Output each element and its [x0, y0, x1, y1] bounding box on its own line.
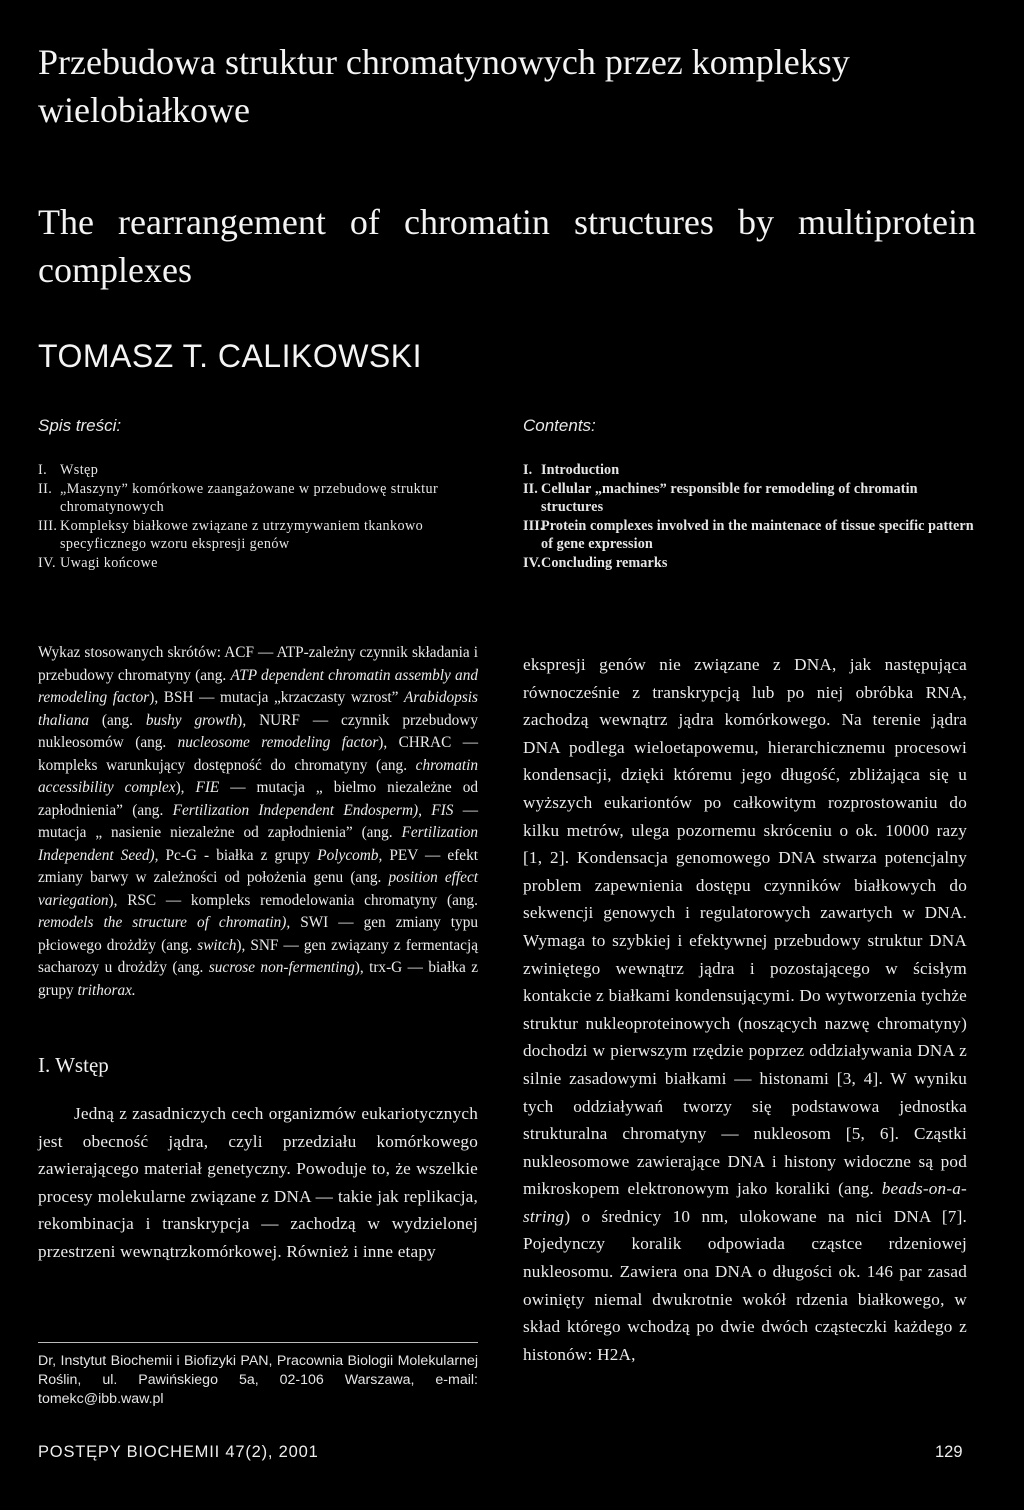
abbrev-italic: Arabidopsis thaliana — [38, 689, 478, 729]
toc-list-english — [523, 461, 975, 572]
abbrev-italic: nucleosome remodeling factor — [177, 734, 379, 751]
body-text: ) o średnicy 10 nm, ulokowane na nici DNA [7]. Pojedynczy koralik odpowiada cząstce rdzeniowej nukleosomu. Zawiera ona DNA o długości ok. 146 par zasad owinięty niemal dwukrotnie wokół rdzenia białkowego, w skład którego wchodzą po dwie dwóch cząsteczki każdego z histonów: H2A, — [523, 1206, 967, 1364]
abbrev-italic: switch — [197, 936, 237, 954]
toc-item — [523, 554, 975, 573]
toc-item-number: IV. — [523, 554, 541, 571]
toc-item-number: III. — [38, 517, 58, 534]
toc-list-polish — [38, 461, 478, 572]
abbrev-text: ), trx-G — białka z grupy — [38, 959, 478, 999]
toc-heading-english: Contents: — [523, 416, 596, 435]
toc-item — [38, 554, 478, 573]
toc-item — [38, 517, 478, 554]
abbrev-text: ), — [175, 779, 196, 796]
abbrev-italic: position effect variegation — [38, 869, 478, 909]
toc-item-text: „Maszyny” komórkowe zaangażowane w przebudowę struktur chromatynowych — [60, 480, 439, 515]
toc-item — [38, 461, 478, 480]
footnote-divider — [38, 1342, 478, 1343]
toc-item-text: Kompleksy białkowe związane z utrzymywaniem tkankowo specyficznego wzoru ekspresji genów — [60, 517, 424, 552]
abbrev-italic: Fertilization Independent Endosperm), FIS — [172, 801, 454, 819]
toc-item — [523, 461, 975, 480]
abbrev-text: ), NURF — czynnik przebudowy nukleosomów (ang. — [38, 711, 479, 751]
toc-item-number: I. — [523, 462, 533, 478]
abbreviations-lead: Wykaz stosowanych skrótów: — [38, 644, 222, 661]
abbrev-text: (ang. — [89, 711, 146, 729]
intro-paragraph: Jedną z zasadniczych cech organizmów eukariotycznych jest obecność jądra, czyli przedziału komórkowego zawierającego materiał genetyczny. Powoduje to, że wszelkie procesy molekularne związane z DNA — takie jak replikacja, rekombinacja i transkrypcja — zachodzą w wydzielonej przestrzeni wewnątrzkomórkowej. Również i inne etapy — [38, 1104, 478, 1261]
abbrev-italic: Polycomb, — [317, 846, 383, 864]
title-polish: Przebudowa struktur chromatynowych przez kompleksy wielobiałkowe — [38, 42, 850, 130]
abbreviations-list — [38, 642, 478, 1002]
toc-item-text: Wstęp — [60, 462, 99, 478]
toc-heading-polish: Spis treści: — [38, 416, 122, 435]
toc-item-number: I. — [38, 462, 48, 478]
section-title-introduction: I. Wstęp — [38, 1053, 109, 1077]
toc-item — [523, 517, 975, 554]
toc-item-text: Protein complexes involved in the maintenace of tissue specific pattern of gene expression — [541, 517, 974, 552]
abbrev-italic: bushy growth — [145, 711, 238, 729]
title-english: The rearrangement of chromatin structures by multiprotein complexes — [38, 202, 976, 290]
toc-item-text: Uwagi końcowe — [60, 554, 158, 571]
toc-item-number: II. — [523, 480, 538, 497]
abbrev-italic: trithorax. — [77, 981, 136, 999]
toc-item-number: IV. — [38, 554, 56, 571]
abbrev-italic: chromatin accessibility complex — [38, 756, 478, 796]
toc-item — [523, 480, 975, 517]
body-text: ekspresji genów nie związane z DNA, jak następująca równocześnie z transkrypcją lub po niej obróbka RNA, zachodzą wewnątrz jądra komórkowego. Na terenie jądra DNA podlega wieloetapowemu, hierarchicznemu procesowi kondensacji, dzięki któremu jego długość, zbliżająca się u wyższych eukariontów po całkowitym rozprostowaniu do kilku metrów, ulega pozornemu skróceniu o ok. 10000 razy [1, 2]. Kondensacja genomowego DNA stwarza potencjalny problem zapewnienia dostępu czynników białkowych do sekwencji genowych i regulatorowych zawartych w DNA. Wymaga to szybkiej i efektywnej przebudowy struktur DNA zwiniętego wewnątrz jądra i pozostającego w ścisłym kontakcie z białkami kondensującymi. Do wytworzenia tychże struktur nukleoproteinowych (noszących nazwę chromatyny) dochodzi w pierwszym rzędzie poprzez oddziaływania DNA z silnie zasadowymi białkami — histonami [3, 4]. W wyniku tych oddziaływań tworzy się podstawowa jednostka strukturalna chromatyny — nukleosom [5, 6]. Cząstki nukleosomowe zawierające DNA i histony widoczne są pod mikroskopem elektronowym jako koraliki (ang. — [523, 655, 967, 1199]
abbrev-text: ), RSC — kompleks remodelowania chromatyny (ang. — [108, 891, 478, 909]
abbrev-italic: sucrose non-fermenting — [208, 959, 355, 976]
abbrev-text: SWI — gen zmiany typu płciowego drożdży (ang. — [38, 914, 478, 954]
abbrev-text: ), CHRAC — kompleks warunkujący dostępność do chromatyny (ang. — [38, 734, 478, 774]
toc-item-text: Concluding remarks — [541, 554, 668, 571]
abbrev-text: — mutacja „ bielmo niezależne od zapłodnienia” (ang. — [38, 779, 478, 819]
toc-item-text: Introduction — [541, 462, 620, 478]
abbrev-text: ACF — ATP-zależny czynnik składania i przebudowy chromatyny (ang. — [38, 644, 478, 684]
abbrev-text: ), SNF — gen związany z fermentacją sacharozy u drożdży (ang. — [38, 936, 478, 976]
abbrev-italic: ATP dependent chromatin assembly and remodeling factor — [38, 666, 478, 706]
abbrev-text: — mutacja „ nasienie niezależne od zapłodnienia” (ang. — [38, 801, 479, 841]
abbrev-text: ), BSH — mutacja „krzaczasty wzrost” — [149, 689, 405, 706]
toc-item-text: Cellular „machines” responsible for remodeling of chromatin structures — [541, 480, 918, 515]
toc-item-number: III. — [523, 517, 544, 534]
toc-item-number: II. — [38, 480, 53, 497]
journal-name: POSTĘPY BIOCHEMII 47(2), 2001 — [38, 1443, 319, 1461]
body-text-right-column — [523, 651, 967, 1368]
abbrev-text: Pc-G - białka z grupy — [158, 846, 318, 864]
abbrev-italic: FIE — [195, 779, 220, 796]
body-text-italic: beads-on-a-string — [523, 1179, 967, 1226]
abbrev-italic: remodels the structure of chromatin), — [38, 914, 291, 931]
page-number: 129 — [935, 1443, 963, 1461]
abbrev-italic: Fertilization Independent Seed), — [38, 824, 478, 864]
author-affiliation-footnote: Dr, Instytut Biochemii i Biofizyki PAN, Pracownia Biologii Molekularnej Roślin, ul. Pawińskiego 5a, 02-106 Warszawa, e-mail: tomekc@ibb.waw.pl — [38, 1353, 478, 1407]
toc-item — [38, 480, 478, 517]
author-name: TOMASZ T. CALIKOWSKI — [38, 338, 422, 374]
abbrev-text: PEV — efekt zmiany barwy w zależności od położenia genu (ang. — [38, 846, 478, 886]
